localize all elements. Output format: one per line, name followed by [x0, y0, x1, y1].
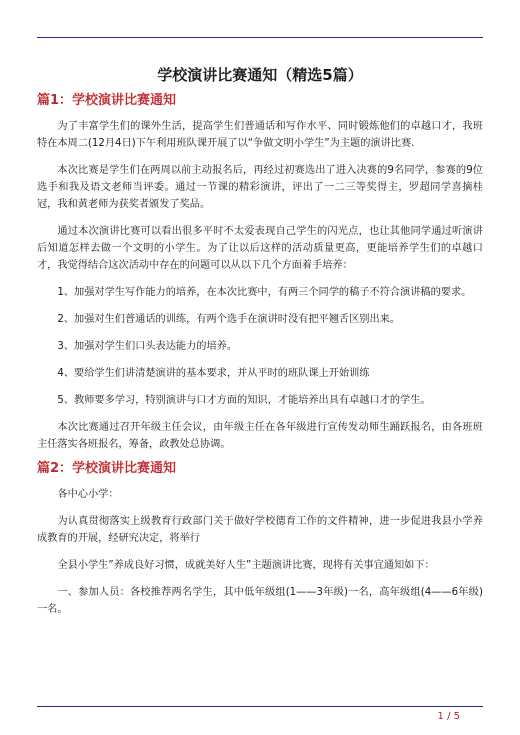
document-body [37, 64, 483, 618]
header-rule [37, 37, 483, 38]
list-item: 5、教师要多学习，特别演讲与口才方面的知识，才能培养出具有卓越口才的学生。 [57, 395, 431, 406]
section-heading-1: 篇1：学校演讲比赛通知 [37, 93, 177, 108]
paragraph: 本次比赛是学生们在两周以前主动报名后，再经过初赛选出了进入决赛的9名同学，参赛的9位选手和我及语文老师当评委。通过一节课的精彩演讲，评出了一二三等奖得主，罗超同学喜摘桂冠，我和黄老师为获奖者颁发了奖品。 [37, 165, 483, 210]
section-heading-2: 篇2：学校演讲比赛通知 [37, 461, 177, 476]
salutation: 各中心小学： [57, 489, 119, 500]
paragraph: 一、参加人员：各校推荐两名学生，其中低年级组(1——3年级)一名，高年级组(4——6年级)一名。 [37, 587, 483, 615]
paragraph: 为认真贯彻落实上级教育行政部门关于做好学校德育工作的文件精神，进一步促进我县小学养成教育的开展，经研究决定，将举行 [37, 516, 483, 544]
list-item: 2、加强对生们普通话的训练，有两个选手在演讲时没有把平翘舌区别出来。 [57, 314, 401, 325]
footer-rule [37, 706, 483, 707]
paragraph: 本次比赛通过召开年级主任会议，由年级主任在各年级进行宣传发动师生踊跃报名，由各班班主任落实各班报名，筹备，政教处总协调。 [37, 422, 483, 450]
list-item: 3、加强对学生们口头表达能力的培养。 [57, 341, 238, 352]
document-title: 学校演讲比赛通知（精选5篇） [157, 66, 363, 84]
paragraph: 为了丰富学生们的课外生活，提高学生们普通话和写作水平、同时锻炼他们的卓越口才，我班特在本周二(12月4日)下午利用班队课开展了以“争做文明小学生”为主题的演讲比赛. [37, 121, 483, 149]
list-item: 1、加强对学生写作能力的培养，在本次比赛中，有两三个同学的稿子不符合演讲稿的要求。 [57, 287, 472, 298]
page-indicator: 1 / 5 [437, 711, 460, 722]
list-item: 4、要给学生们讲清楚演讲的基本要求，并从平时的班队课上开始训练 [57, 368, 370, 379]
paragraph: 通过本次演讲比赛可以看出很多平时不太爱表现自己学生的闪光点，也让其他同学通过听演讲后知道怎样去做一个文明的小学生。为了让以后这样的活动质量更高，更能培养学生们的卓越口才，我觉得结合这次活动中存在的问题可以从以下几个方面着手培养： [37, 226, 483, 271]
paragraph: 全县小学生”养成良好习惯，成就美好人生”主题演讲比赛，现将有关事宜通知如下： [57, 560, 435, 571]
